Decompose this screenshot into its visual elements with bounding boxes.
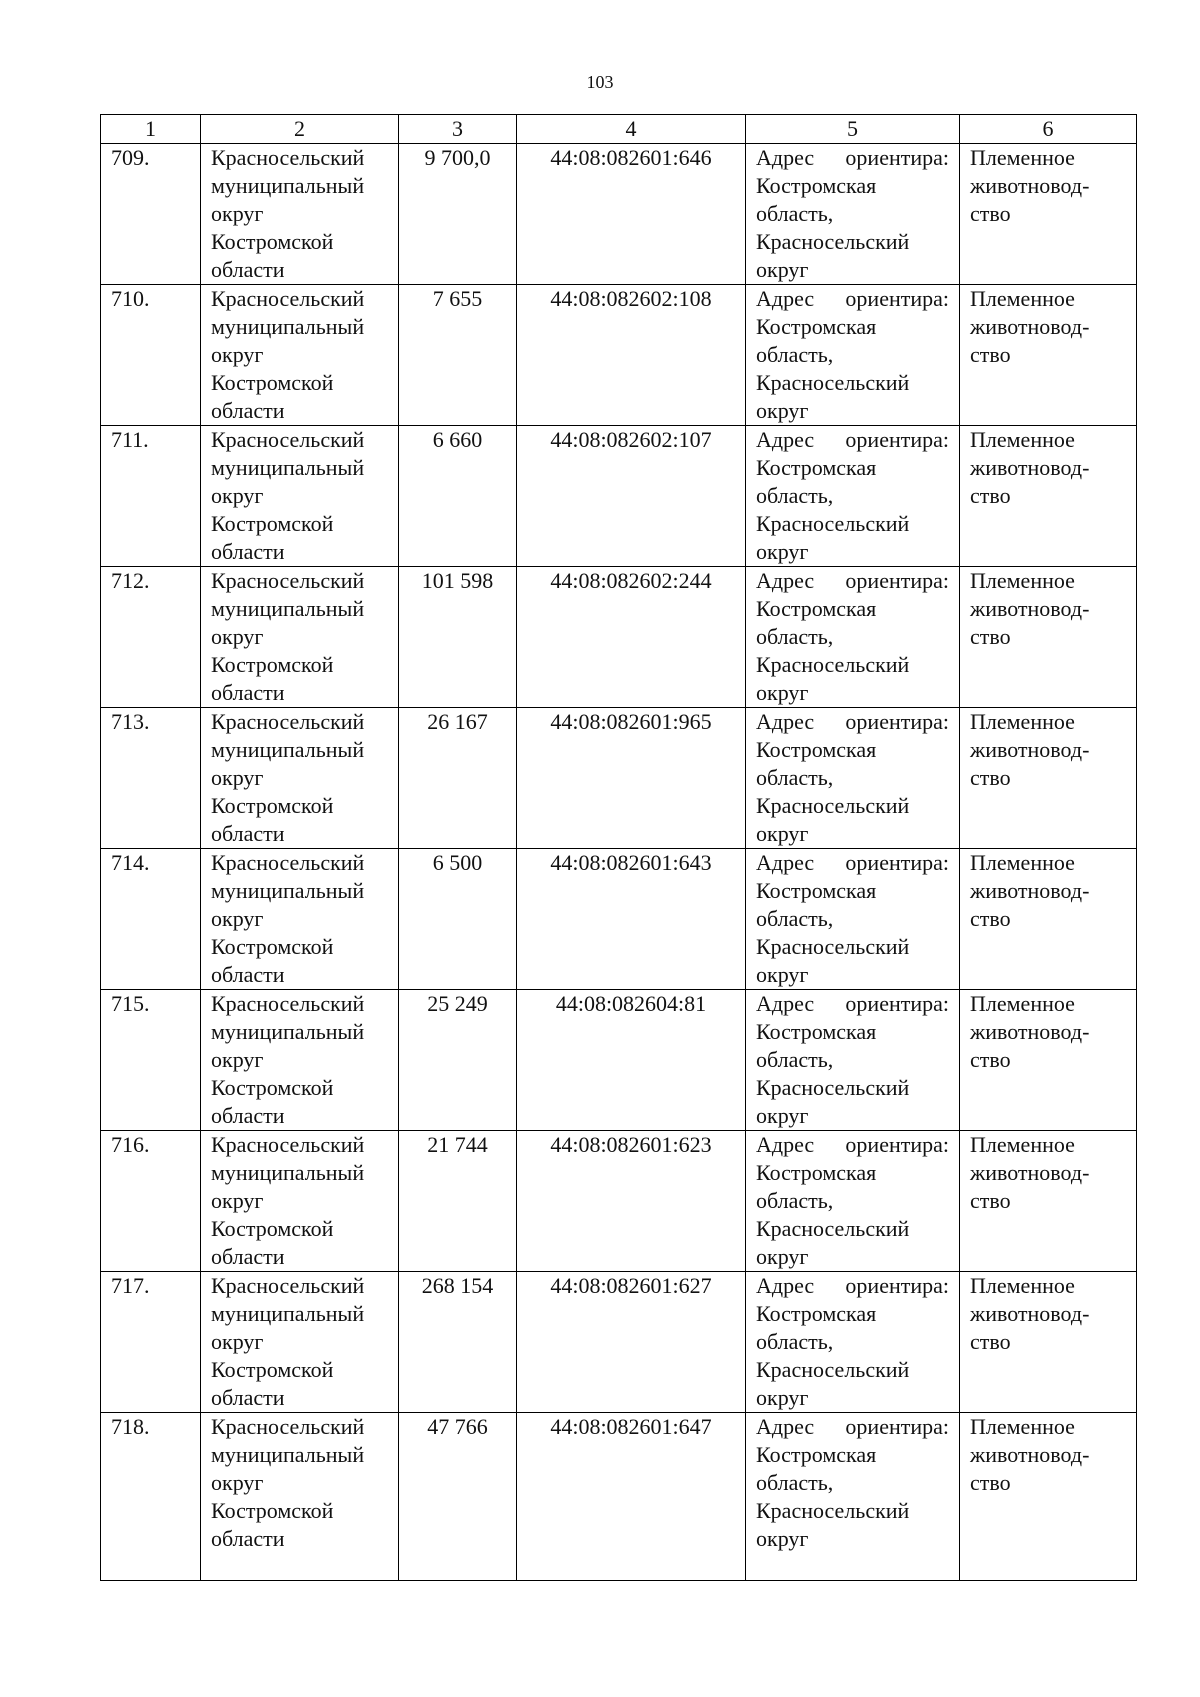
address-line: Адрес ориентира: [756,709,949,734]
owner-line: муниципальный [211,737,365,762]
use-line: животновод- [970,455,1090,480]
use-line: Племенное [970,1273,1075,1298]
owner-cell [201,567,399,708]
owner-line: муниципальный [211,878,365,903]
address-line: Костромская [756,596,877,621]
area-cell: 26 167 [399,708,517,849]
owner-line: Костромской [211,1216,334,1241]
address-line: Красносельский [756,934,910,959]
use-line: животновод- [970,314,1090,339]
owner-line: муниципальный [211,596,365,621]
cadastral-number-cell: 44:08:082604:81 [517,990,746,1131]
address-line: Костромская [756,455,877,480]
cadastral-number-cell: 44:08:082601:965 [517,708,746,849]
use-line: ство [970,342,1011,367]
address-line: округ [756,680,809,705]
row-number: 713. [101,708,201,849]
owner-line: Красносельский [211,1414,365,1439]
owner-line: Красносельский [211,145,365,170]
address-cell [746,567,960,708]
table-row [101,1413,1137,1581]
owner-line: Костромской [211,1498,334,1523]
owner-line: муниципальный [211,1019,365,1044]
header-row [101,115,1137,144]
row-number: 711. [101,426,201,567]
address-line: область, [756,342,834,367]
address-line: область, [756,1329,834,1354]
address-line: Адрес ориентира: [756,1132,949,1157]
owner-cell [201,1413,399,1581]
owner-line: Красносельский [211,286,365,311]
permitted-use-cell [960,426,1137,567]
address-line: область, [756,1047,834,1072]
address-line: Адрес ориентира: [756,427,949,452]
address-line: Адрес ориентира: [756,568,949,593]
owner-line: округ [211,201,264,226]
address-line: Костромская [756,314,877,339]
cadastral-number-cell: 44:08:082601:643 [517,849,746,990]
owner-line: муниципальный [211,314,365,339]
column-header-1: 1 [101,115,201,144]
use-line: Племенное [970,568,1075,593]
address-line: Адрес ориентира: [756,145,949,170]
address-line: Костромская [756,1160,877,1185]
address-line: Красносельский [756,1357,910,1382]
use-line: животновод- [970,1160,1090,1185]
owner-line: Красносельский [211,1132,365,1157]
address-line: Красносельский [756,229,910,254]
address-line: Красносельский [756,1075,910,1100]
cadastral-number-cell: 44:08:082602:108 [517,285,746,426]
owner-line: округ [211,1047,264,1072]
permitted-use-cell [960,285,1137,426]
owner-line: Красносельский [211,568,365,593]
address-line: Красносельский [756,793,910,818]
owner-line: Костромской [211,793,334,818]
use-line: ство [970,1188,1011,1213]
permitted-use-cell [960,1131,1137,1272]
use-line: Племенное [970,286,1075,311]
address-line: Адрес ориентира: [756,991,949,1016]
owner-line: Костромской [211,652,334,677]
address-line: Адрес ориентира: [756,286,949,311]
cadastral-number-cell: 44:08:082602:107 [517,426,746,567]
table-header [101,115,1137,144]
address-line: Красносельский [756,370,910,395]
address-cell [746,144,960,285]
table-row [101,426,1137,567]
table-row [101,567,1137,708]
use-line: животновод- [970,1442,1090,1467]
use-line: ство [970,1329,1011,1354]
owner-line: Красносельский [211,991,365,1016]
table-body [101,144,1137,1581]
owner-cell [201,426,399,567]
owner-line: муниципальный [211,455,365,480]
address-cell [746,1272,960,1413]
owner-cell [201,849,399,990]
use-line: животновод- [970,1301,1090,1326]
address-line: округ [756,1526,809,1551]
address-cell [746,990,960,1131]
owner-cell [201,144,399,285]
use-line: Племенное [970,991,1075,1016]
use-line: Племенное [970,1414,1075,1439]
owner-line: Красносельский [211,427,365,452]
owner-line: области [211,1103,285,1128]
owner-line: муниципальный [211,1301,365,1326]
row-number: 710. [101,285,201,426]
address-line: Красносельский [756,1498,910,1523]
table-row [101,144,1137,285]
owner-line: муниципальный [211,173,365,198]
address-line: Адрес ориентира: [756,850,949,875]
use-line: Племенное [970,850,1075,875]
cadastral-number-cell: 44:08:082601:627 [517,1272,746,1413]
address-line: Красносельский [756,652,910,677]
permitted-use-cell [960,144,1137,285]
address-line: область, [756,624,834,649]
address-line: Костромская [756,173,877,198]
address-line: округ [756,398,809,423]
area-cell: 101 598 [399,567,517,708]
column-header-5: 5 [746,115,960,144]
owner-line: округ [211,624,264,649]
use-line: ство [970,1470,1011,1495]
page-number: 103 [586,72,614,92]
cadastral-number-cell: 44:08:082601:647 [517,1413,746,1581]
address-line: Костромская [756,1301,877,1326]
owner-line: Красносельский [211,709,365,734]
use-line: животновод- [970,737,1090,762]
owner-line: Костромской [211,370,334,395]
area-cell: 47 766 [399,1413,517,1581]
column-header-2: 2 [201,115,399,144]
table-row [101,990,1137,1131]
permitted-use-cell [960,1413,1137,1581]
owner-line: области [211,398,285,423]
address-line: Адрес ориентира: [756,1273,949,1298]
row-number: 714. [101,849,201,990]
column-header-6: 6 [960,115,1137,144]
use-line: ство [970,765,1011,790]
area-cell: 9 700,0 [399,144,517,285]
address-line: область, [756,765,834,790]
address-line: Красносельский [756,1216,910,1241]
use-line: животновод- [970,1019,1090,1044]
owner-line: округ [211,906,264,931]
permitted-use-cell [960,1272,1137,1413]
cadastral-number-cell: 44:08:082601:646 [517,144,746,285]
table-row [101,1272,1137,1413]
permitted-use-cell [960,708,1137,849]
address-line: область, [756,1470,834,1495]
area-cell: 7 655 [399,285,517,426]
owner-line: округ [211,765,264,790]
address-cell [746,426,960,567]
address-line: область, [756,201,834,226]
row-number: 717. [101,1272,201,1413]
owner-line: округ [211,483,264,508]
column-header-3: 3 [399,115,517,144]
table-row [101,708,1137,849]
address-cell [746,708,960,849]
owner-line: области [211,1526,285,1551]
table-row [101,849,1137,990]
address-cell [746,1413,960,1581]
table-row [101,285,1137,426]
table-row [101,1131,1137,1272]
address-line: округ [756,257,809,282]
use-line: животновод- [970,596,1090,621]
use-line: ство [970,624,1011,649]
address-line: округ [756,1244,809,1269]
row-number: 715. [101,990,201,1131]
permitted-use-cell [960,849,1137,990]
use-line: Племенное [970,709,1075,734]
area-cell: 6 500 [399,849,517,990]
use-line: Племенное [970,427,1075,452]
address-line: округ [756,1385,809,1410]
owner-line: Красносельский [211,1273,365,1298]
owner-cell [201,990,399,1131]
address-line: округ [756,1103,809,1128]
owner-line: округ [211,1470,264,1495]
use-line: Племенное [970,145,1075,170]
row-number: 718. [101,1413,201,1581]
permitted-use-cell [960,990,1137,1131]
address-line: округ [756,962,809,987]
use-line: ство [970,483,1011,508]
land-plots-table [100,114,1137,1581]
owner-line: Костромской [211,1357,334,1382]
address-cell [746,849,960,990]
use-line: ство [970,201,1011,226]
row-number: 709. [101,144,201,285]
address-line: округ [756,539,809,564]
owner-line: муниципальный [211,1160,365,1185]
owner-line: Костромской [211,229,334,254]
row-number: 716. [101,1131,201,1272]
cadastral-number-cell: 44:08:082602:244 [517,567,746,708]
use-line: животновод- [970,878,1090,903]
address-cell [746,285,960,426]
address-line: Костромская [756,1442,877,1467]
address-line: область, [756,906,834,931]
owner-cell [201,1272,399,1413]
address-line: Костромская [756,878,877,903]
cadastral-number-cell: 44:08:082601:623 [517,1131,746,1272]
owner-line: Костромской [211,934,334,959]
address-line: Костромская [756,737,877,762]
owner-line: муниципальный [211,1442,365,1467]
use-line: Племенное [970,1132,1075,1157]
row-number: 712. [101,567,201,708]
address-line: Костромская [756,1019,877,1044]
address-cell [746,1131,960,1272]
owner-line: округ [211,1188,264,1213]
address-line: Красносельский [756,511,910,536]
area-cell: 25 249 [399,990,517,1131]
owner-line: области [211,821,285,846]
address-line: округ [756,821,809,846]
owner-line: области [211,1385,285,1410]
owner-cell [201,1131,399,1272]
use-line: животновод- [970,173,1090,198]
address-line: Адрес ориентира: [756,1414,949,1439]
owner-line: области [211,962,285,987]
address-line: область, [756,1188,834,1213]
owner-line: Костромской [211,1075,334,1100]
owner-line: округ [211,342,264,367]
owner-line: области [211,1244,285,1269]
address-line: область, [756,483,834,508]
permitted-use-cell [960,567,1137,708]
use-line: ство [970,1047,1011,1072]
area-cell: 268 154 [399,1272,517,1413]
owner-line: области [211,680,285,705]
column-header-4: 4 [517,115,746,144]
owner-cell [201,708,399,849]
owner-line: Костромской [211,511,334,536]
owner-cell [201,285,399,426]
owner-line: области [211,539,285,564]
owner-line: округ [211,1329,264,1354]
owner-line: Красносельский [211,850,365,875]
use-line: ство [970,906,1011,931]
owner-line: области [211,257,285,282]
area-cell: 6 660 [399,426,517,567]
area-cell: 21 744 [399,1131,517,1272]
